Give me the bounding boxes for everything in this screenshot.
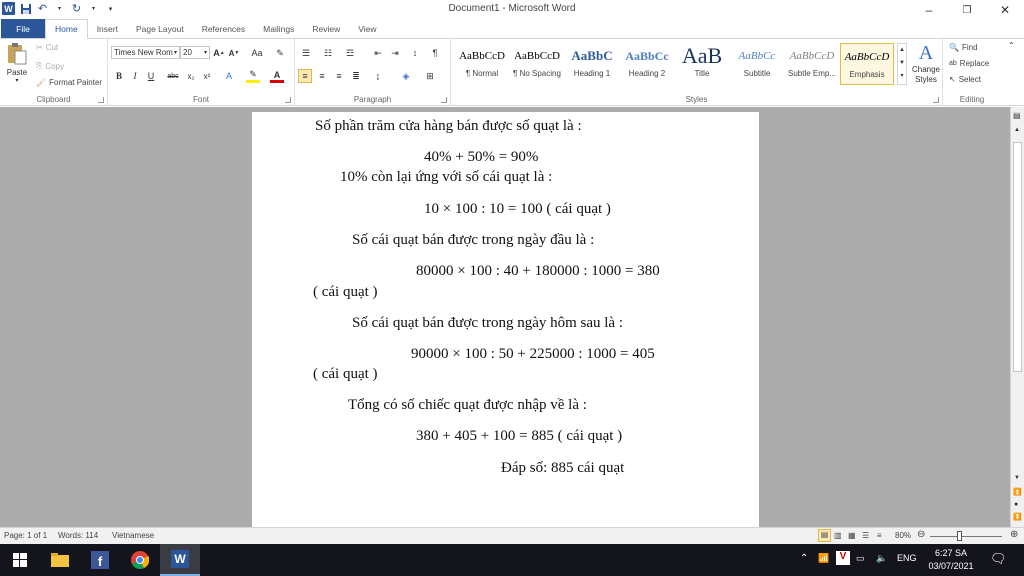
shrink-font-icon[interactable]: A ▼ [228, 48, 240, 58]
style-name: ¶ Normal [465, 69, 499, 78]
copy-label: Copy [45, 61, 65, 71]
paragraph-group-label: Paragraph [353, 95, 392, 104]
style-sample: AaBbCcD [789, 50, 835, 62]
cut-button[interactable] [36, 43, 58, 52]
window-title: Document1 - Microsoft Word [448, 3, 576, 14]
doc-paragraph: Số cái quạt bán được trong ngày đầu là : [352, 232, 595, 248]
subscript-icon[interactable]: x₂ [187, 71, 195, 81]
clipboard-group [0, 39, 108, 106]
increase-indent-icon[interactable]: ⇥ [391, 47, 399, 58]
paste-icon [6, 42, 28, 66]
input-language[interactable]: ENG [897, 553, 917, 563]
doc-paragraph: 10 × 100 : 10 = 100 ( cái quạt ) [424, 201, 611, 217]
multilevel-list-icon[interactable]: ☲ [345, 47, 355, 58]
battery-icon[interactable]: ▭ [856, 553, 865, 563]
dropdown-arrow-icon: ▾ [203, 50, 207, 56]
show-hidden-icons[interactable]: ⌃ [800, 553, 809, 564]
borders-icon[interactable]: ⊞ [426, 70, 434, 81]
dialog-launcher-icon[interactable] [441, 97, 447, 103]
status-bar [0, 527, 1024, 544]
facebook-icon: f [91, 551, 109, 569]
numbering-icon[interactable]: ☷ [323, 47, 333, 58]
align-left-icon[interactable]: ≡ [298, 69, 312, 83]
clear-formatting-icon[interactable]: ✎ [276, 47, 284, 58]
font-color-icon[interactable]: A [270, 69, 284, 83]
chrome-button[interactable] [120, 544, 160, 576]
language-indicator[interactable]: Vietnamese [112, 531, 155, 540]
style-heading-1[interactable] [565, 43, 619, 85]
underline-icon[interactable]: U [147, 71, 155, 81]
doc-paragraph: Số cái quạt bán được trong ngày hôm sau là : [352, 315, 624, 331]
clock[interactable] [925, 547, 977, 573]
style-name: Subtitle [743, 69, 771, 78]
style-title[interactable] [675, 43, 729, 85]
ruler-toggle-icon[interactable]: ▤ [1013, 111, 1021, 120]
style-subtitle[interactable] [730, 43, 784, 85]
word-icon: W [171, 550, 189, 568]
style-subtle-emphasis[interactable] [785, 43, 839, 85]
word-taskbar-button[interactable] [160, 544, 200, 576]
font-name-combo[interactable] [111, 46, 180, 59]
align-right-icon[interactable]: ≡ [336, 71, 342, 81]
justify-icon[interactable]: ≣ [352, 70, 360, 81]
document-canvas [0, 107, 1010, 527]
previous-page-icon[interactable]: ⏫ [1013, 489, 1022, 496]
ribbon [0, 39, 1024, 106]
paste-button[interactable] [4, 42, 30, 86]
change-styles-icon: A [918, 42, 934, 64]
doc-paragraph: Đáp số: 885 cái quạt [501, 460, 625, 476]
dialog-launcher-icon[interactable] [98, 97, 104, 103]
paragraph-group [295, 39, 451, 106]
doc-paragraph: 380 + 405 + 100 = 885 ( cái quạt ) [416, 428, 623, 444]
binoculars-icon: 🔍 [949, 43, 959, 52]
font-name-value: Times New Rom [114, 48, 173, 57]
style-sample: AaB [681, 43, 723, 68]
font-size-value: 20 [183, 48, 192, 57]
customize-qat-icon[interactable]: ▾ [108, 5, 113, 13]
find-label: Find [961, 43, 978, 52]
doc-paragraph: ( cái quạt ) [313, 284, 378, 300]
windows-icon [13, 553, 27, 567]
style-no-spacing[interactable] [510, 43, 564, 85]
replace-label: Replace [959, 59, 990, 68]
doc-paragraph: ( cái quạt ) [313, 366, 378, 382]
tab-mailings[interactable]: Mailings [263, 23, 295, 34]
style-name: Heading 2 [628, 69, 666, 78]
dropdown-arrow-icon: ▾ [173, 50, 177, 56]
copy-button[interactable] [36, 61, 64, 71]
vertical-scrollbar[interactable] [1010, 107, 1024, 527]
style-sample: AaBbCcD [844, 51, 890, 63]
dropdown-arrow-icon: ▾ [15, 78, 19, 84]
bullets-icon[interactable]: ☰ [301, 47, 311, 58]
font-size-combo[interactable] [180, 46, 210, 59]
doc-paragraph: 40% + 50% = 90% [424, 149, 539, 165]
folder-icon [51, 553, 69, 567]
styles-group [451, 39, 943, 106]
replace-icon: ab [949, 60, 957, 67]
tab-insert[interactable]: Insert [96, 23, 118, 34]
file-explorer-button[interactable] [40, 544, 80, 576]
superscript-icon[interactable]: x² [203, 71, 211, 81]
find-button[interactable] [949, 43, 978, 52]
zoom-in-icon[interactable]: ⊕ [1010, 529, 1019, 540]
doc-paragraph: Tổng có số chiếc quạt được nhập về là : [348, 397, 587, 413]
tab-file[interactable]: File [1, 19, 45, 38]
brush-icon: 🖌 [36, 78, 47, 87]
doc-paragraph: 90000 × 100 : 50 + 225000 : 1000 = 405 [411, 346, 655, 362]
clipboard-group-label: Clipboard [36, 95, 71, 104]
line-spacing-icon[interactable]: ↨ [375, 71, 381, 81]
style-sample: AaBbC [571, 48, 613, 63]
style-name: Title [694, 69, 710, 78]
style-sample: AaBbCc [625, 48, 669, 63]
tab-review[interactable]: Review [312, 23, 341, 34]
document-page[interactable] [252, 112, 759, 532]
shading-icon[interactable]: ◈ [402, 70, 410, 81]
decrease-indent-icon[interactable]: ⇤ [374, 47, 382, 58]
volume-icon[interactable]: 🔈 [876, 553, 888, 563]
grow-font-icon[interactable]: A ▲ [213, 48, 225, 58]
bold-icon[interactable]: B [115, 71, 122, 81]
restore-button[interactable]: ❐ [962, 4, 972, 16]
style-name: Heading 1 [573, 69, 611, 78]
zoom-slider[interactable] [930, 536, 1002, 537]
cursor-icon: ↖ [949, 75, 956, 84]
word-count[interactable]: Words: 114 [58, 531, 99, 540]
clock-time: 6:27 SA [934, 548, 968, 558]
full-screen-reading-icon[interactable]: ▥ [834, 531, 842, 540]
styles-group-label: Styles [685, 95, 708, 104]
style-emphasis[interactable] [840, 43, 894, 85]
tab-view[interactable]: View [358, 23, 377, 34]
replace-button[interactable] [949, 59, 989, 68]
tab-home[interactable]: Home [45, 19, 88, 39]
outline-icon[interactable]: ☰ [862, 531, 870, 540]
facebook-button[interactable] [80, 544, 120, 576]
next-page-icon[interactable]: ⏬ [1013, 514, 1022, 521]
close-button[interactable]: ✕ [999, 3, 1011, 17]
paste-label: Paste [6, 68, 28, 77]
zoom-out-icon[interactable]: ⊖ [917, 529, 926, 540]
redo-icon[interactable]: ↻ [71, 3, 82, 15]
highlight-icon[interactable]: ✎ [246, 69, 260, 83]
tab-references[interactable]: References [201, 23, 246, 34]
select-button[interactable] [949, 75, 981, 84]
text-effects-icon[interactable]: A [225, 71, 232, 81]
dropdown-arrow-icon[interactable]: ▾ [91, 6, 95, 12]
copy-icon: ⎘ [36, 61, 43, 70]
zoom-slider-thumb[interactable] [957, 531, 962, 541]
minimize-button[interactable]: – [925, 3, 933, 17]
format-painter-label: Format Painter [49, 78, 103, 87]
style-normal[interactable] [455, 43, 509, 85]
scroll-up-icon[interactable]: ▲ [1014, 127, 1020, 133]
page-count[interactable]: Page: 1 of 1 [4, 531, 48, 540]
ribbon-tabs [0, 19, 1024, 39]
italic-icon[interactable]: I [133, 71, 137, 81]
style-sample: AaBbCcD [514, 50, 560, 62]
format-painter-button[interactable] [36, 78, 102, 87]
doc-paragraph: 10% còn lại ứng với số cái quạt là : [340, 169, 553, 185]
style-name: Emphasis [849, 70, 885, 79]
strikethrough-icon[interactable]: abc [167, 72, 179, 80]
vietkey-icon[interactable]: V [836, 551, 850, 565]
editing-group-label: Editing [959, 95, 985, 104]
network-icon[interactable]: 📶 [818, 553, 830, 563]
doc-paragraph: 80000 × 100 : 40 + 180000 : 1000 = 380 [416, 263, 660, 279]
style-name: ¶ No Spacing [513, 69, 561, 78]
align-center-icon[interactable]: ≡ [319, 71, 325, 81]
change-styles-label: Change Styles [911, 65, 941, 84]
change-case-icon[interactable]: Aa [251, 48, 263, 58]
title-bar [0, 0, 1024, 19]
style-name: Subtle Emp... [787, 69, 837, 78]
change-styles-button[interactable] [910, 42, 942, 85]
web-layout-icon[interactable]: ▦ [848, 531, 856, 540]
print-layout-icon[interactable]: ▤ [818, 529, 831, 542]
browse-object-icon[interactable]: ● [1014, 501, 1019, 508]
cut-label: Cut [45, 43, 59, 52]
style-heading-2[interactable] [620, 43, 674, 85]
doc-paragraph: Số phần trăm cửa hàng bán được số quạt là : [315, 118, 582, 134]
style-sample: AaBbCcD [459, 50, 505, 62]
draft-icon[interactable]: ≡ [877, 531, 882, 540]
font-group-label: Font [192, 95, 209, 104]
clock-date: 03/07/2021 [928, 561, 974, 571]
sort-icon[interactable]: ↕ [412, 48, 418, 58]
tab-page-layout[interactable]: Page Layout [135, 23, 184, 34]
scissors-icon: ✂ [36, 43, 43, 52]
notifications-icon[interactable]: 🗨 [990, 551, 1007, 566]
taskbar [0, 544, 1024, 576]
scrollbar-thumb[interactable] [1013, 142, 1022, 372]
dialog-launcher-icon[interactable] [933, 97, 939, 103]
start-button[interactable] [0, 544, 40, 576]
select-label: Select [958, 75, 981, 84]
undo-icon[interactable]: ↶ [37, 3, 48, 15]
font-group [108, 39, 295, 106]
dropdown-arrow-icon[interactable]: ▾ [57, 6, 61, 12]
collapse-ribbon-icon[interactable]: ⌃ [1008, 41, 1015, 50]
style-sample: AaBbCc [738, 50, 776, 62]
editing-group [943, 39, 1001, 106]
word-app-icon[interactable]: W [2, 2, 15, 15]
styles-scroll[interactable]: ▲ ▼ ▾ [897, 43, 907, 85]
dialog-launcher-icon[interactable] [285, 97, 291, 103]
zoom-level[interactable]: 80% [895, 531, 912, 540]
scroll-down-icon[interactable]: ▼ [1014, 475, 1020, 481]
chrome-icon [131, 551, 149, 569]
show-marks-icon[interactable]: ¶ [432, 48, 438, 58]
